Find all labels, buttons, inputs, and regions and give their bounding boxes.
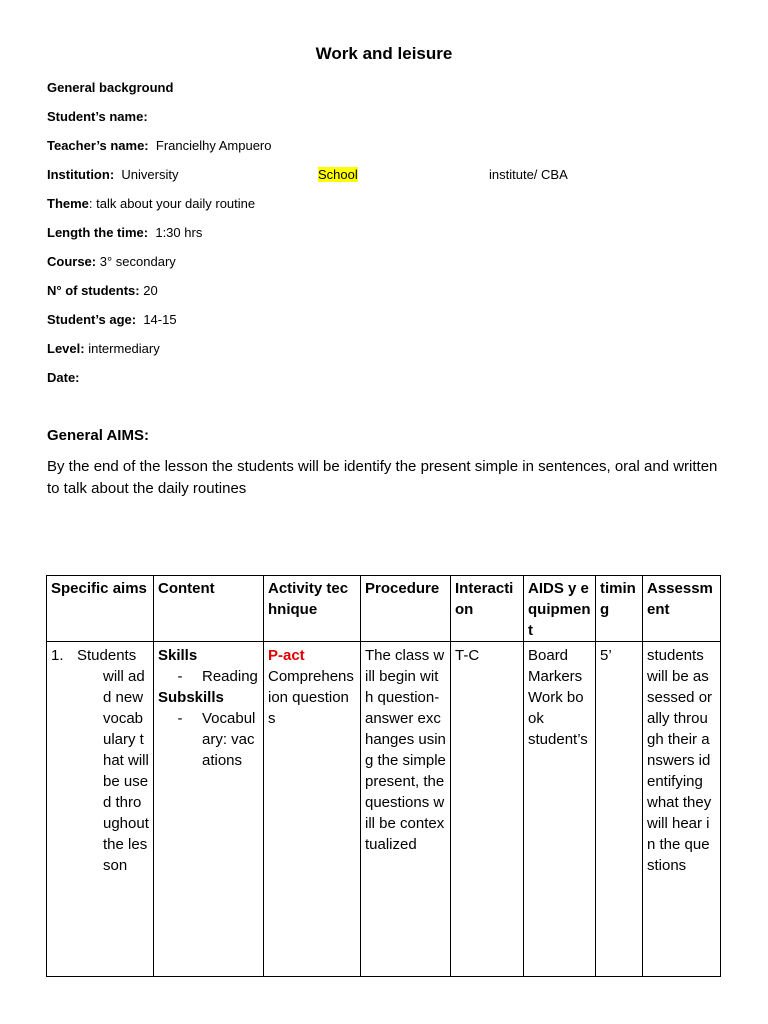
cell-interaction: T-C	[451, 642, 524, 977]
general-aims-text: By the end of the lesson the students will be identify the present simple in sentences, oral and written to talk about the daily routines	[47, 458, 718, 497]
activity-tag: P-act	[268, 647, 305, 664]
header-activity-technique: Activity technique	[264, 576, 361, 642]
teacher-name-value: Francielhy Ampuero	[155, 138, 272, 153]
header-timing: timing	[596, 576, 643, 642]
student-age-field: Student’s age: 14-15	[47, 312, 177, 327]
theme-field: Theme: talk about your daily routine	[47, 196, 256, 211]
teacher-name-field: Teacher’s name: Francielhy Ampuero	[47, 138, 272, 153]
institution-option-institute: institute/ CBA	[489, 167, 568, 182]
institution-option-school: School	[318, 167, 358, 182]
level-field: Level: intermediary	[47, 341, 160, 356]
cell-assessment: students will be assessed orally through their answers identifying what they will hear in the questions	[643, 642, 721, 977]
header-assessment: Assessment	[643, 576, 721, 642]
document-title: Work and leisure	[315, 44, 453, 63]
course-field: Course: 3° secondary	[47, 254, 176, 269]
student-name-field: Student’s name:	[47, 109, 148, 124]
cell-specific-aim: 1. Students will add new vocabulary that will be used throughout the lesson	[47, 642, 154, 977]
cell-timing: 5’	[596, 642, 643, 977]
length-field: Length the time: 1:30 hrs	[47, 225, 203, 240]
date-field: Date:	[47, 370, 80, 385]
institution-option-university: University	[121, 167, 179, 182]
header-specific-aims: Specific aims	[47, 576, 154, 642]
table-row	[47, 642, 721, 977]
header-aids: AIDS y equipment	[524, 576, 596, 642]
general-aims-heading: General AIMS:	[47, 427, 149, 444]
general-background-heading: General background	[47, 80, 174, 95]
institution-field: Institution: University	[47, 167, 179, 182]
table-header-row	[47, 576, 721, 642]
header-content: Content	[154, 576, 264, 642]
cell-activity: P-act Comprehension questions	[264, 642, 361, 977]
cell-aids: Board Markers Work book student’s	[524, 642, 596, 977]
header-interaction: Interaction	[451, 576, 524, 642]
cell-procedure: The class will begin with question-answer exchanges using the simple present, the questions will be contextualized	[361, 642, 451, 977]
lesson-plan-table	[46, 575, 721, 977]
header-procedure: Procedure	[361, 576, 451, 642]
cell-content: Skills - Reading Subskills - Vocabulary: vacations	[154, 642, 264, 977]
num-students-field: N° of students: 20	[47, 283, 158, 298]
